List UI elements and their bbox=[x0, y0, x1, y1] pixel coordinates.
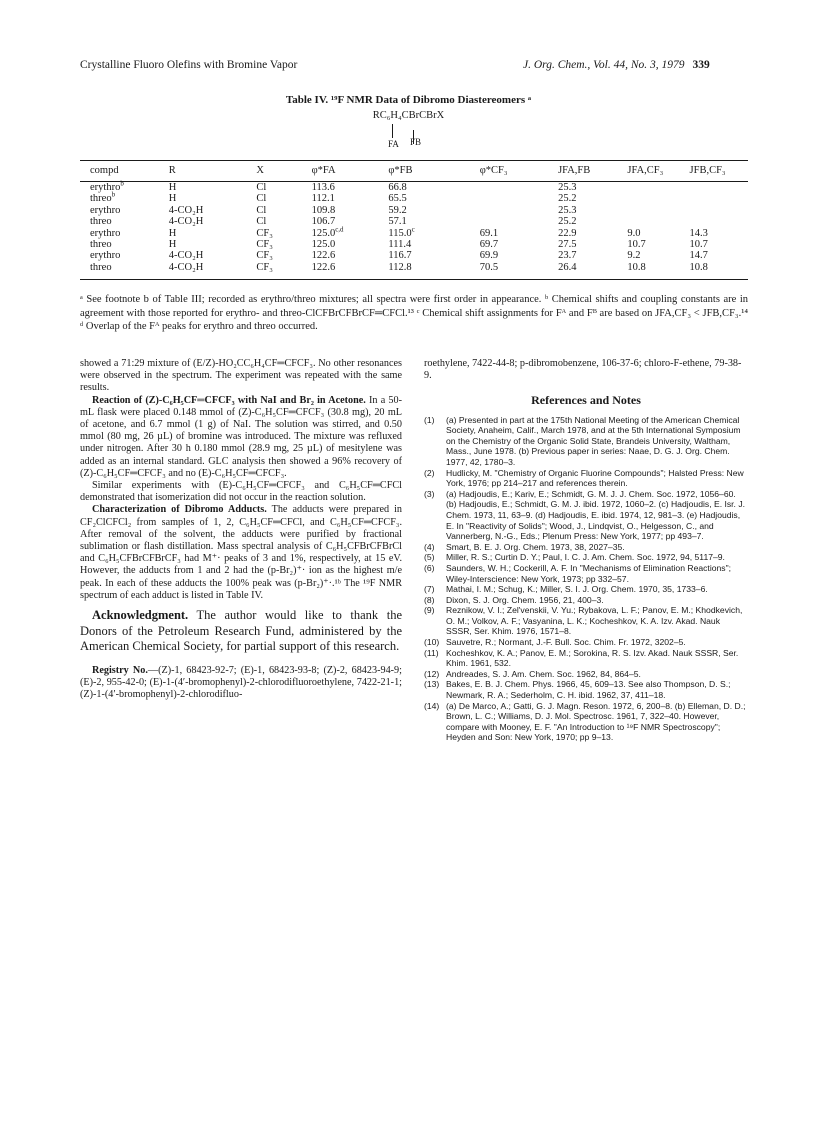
reference-number: (4) bbox=[424, 541, 435, 552]
reference-text: Mathai, I. M.; Schug, K.; Miller, S. I. J. Org. Chem. 1970, 35, 1733–6. bbox=[446, 584, 708, 595]
table-cell bbox=[690, 205, 748, 216]
table-cell bbox=[480, 182, 558, 193]
reference-number: (8) bbox=[424, 594, 435, 605]
reference-item bbox=[424, 701, 748, 743]
table-cell: 59.2 bbox=[388, 204, 407, 216]
table-cell: 25.3 bbox=[558, 182, 577, 193]
table-cell: CF₃ bbox=[256, 250, 273, 262]
col-header: X bbox=[256, 165, 264, 177]
reference-item bbox=[424, 637, 748, 648]
reference-item bbox=[424, 648, 748, 669]
registry-numbers: Registry No.—(Z)-1, 68423-92-7; (E)-1, 68423-93-8; (Z)-2, 68423-94-9; (E)-2, 955-42-0; (E)-1-(4′-bromophenyl)-2-chlorodifluoroethylene, 7422-21-1; (Z)-1-(4′-bromophenyl)-2-chlorodifluo- bbox=[80, 664, 402, 700]
fb-label: FB bbox=[410, 137, 422, 147]
reference-text: Miller, R. S.; Curtin D. Y.; Paul, I. C. J. Am. Chem. Soc. 1972, 94, 5117–9. bbox=[446, 552, 725, 563]
col-header: JFA,FB bbox=[558, 165, 591, 177]
table-footnote: ᵃ See footnote b of Table III; recorded as erythro/threo mixtures; all spectra were first order in appearance. ᵇ Chemical shifts and coupling constants are in agreement with those reported for erythro- and threo-ClCFBrCFBrCF═CFCl.¹³ ᶜ Chemical shift assignments for Fᴬ and Fᴮ are based on JFA,CF₃ < JFB,CF₃.¹⁴ ᵈ Overlap of the Fᴬ peaks for erythro and threo occurred. bbox=[80, 294, 748, 332]
reference-number: (12) bbox=[424, 668, 440, 679]
table-cell: H bbox=[168, 193, 177, 205]
reference-text: Smart, B. E. J. Org. Chem. 1973, 38, 2027–35. bbox=[446, 541, 625, 552]
col-header: φ*CF₃ bbox=[479, 165, 508, 177]
table-title: Table IV. ¹⁹F NMR Data of Dibromo Diastereomers ᵃ bbox=[285, 94, 532, 106]
table-cell: 22.9 bbox=[558, 227, 577, 239]
table-cell: 111.4 bbox=[388, 239, 412, 251]
reference-item bbox=[424, 542, 748, 553]
table-cell: H bbox=[168, 227, 177, 239]
reference-text: Saunders, W. H.; Cockerill, A. F. In "Mechanisms of Elimination Reactions"; Wiley-Interscience: New York, 1973; pp 332–57. bbox=[446, 562, 732, 584]
table-cell bbox=[480, 216, 558, 227]
table-cell: 27.5 bbox=[558, 239, 577, 251]
table-cell: 4-CO₂H bbox=[168, 204, 204, 216]
table-cell: 113.6 bbox=[311, 182, 335, 193]
table-cell: 69.1 bbox=[479, 227, 499, 239]
right-column bbox=[424, 358, 748, 743]
table-cell: 69.7 bbox=[479, 239, 499, 251]
reference-number: (13) bbox=[424, 679, 440, 690]
journal-citation: J. Org. Chem., Vol. 44, No. 3, 1979 bbox=[523, 59, 685, 71]
reference-number: (11) bbox=[424, 647, 439, 658]
reference-number: (1) bbox=[424, 414, 435, 425]
table-cell: 106.7 bbox=[311, 216, 336, 228]
table-cell bbox=[480, 193, 558, 204]
table-cell bbox=[627, 205, 689, 216]
col-header: JFB,CF₃ bbox=[689, 165, 726, 177]
reference-text: Reznikow, V. I.; Zel'venskii, V. Yu.; Rybakova, L. F.; Panov, E. M.; Khodkevich, O. M.; Volkov, A. F.; Vasyanina, L. K.; Kocheshkov, K. A. Izv. Akad. Nauk SSSR, Ser. Khim. 1976, 1571–8. bbox=[446, 605, 743, 637]
table-cell: 122.6 bbox=[311, 261, 336, 273]
table-cell: 125.0$^{c,d}$ bbox=[311, 225, 344, 239]
reference-text: Kocheshkov, K. A.; Panov, E. M.; Sorokina, R. S. Izv. Akad. Nauk SSSR, Ser. Khim. 1961, 532. bbox=[446, 647, 739, 669]
table-cell: CF₃ bbox=[256, 239, 273, 251]
references-list bbox=[424, 415, 748, 743]
table-cell: CF₃ bbox=[256, 261, 273, 273]
table-cell: threo bbox=[90, 239, 112, 251]
reference-item bbox=[424, 595, 748, 606]
table-cell: 57.1 bbox=[388, 216, 407, 228]
running-header-title: Crystalline Fluoro Olefins with Bromine Vapor bbox=[80, 59, 298, 71]
acknowledgment: Acknowledgment. The author would like to thank the Donors of the Petroleum Research Fund, administered by the American Chemical Society, for partial support of this research. bbox=[80, 608, 402, 654]
table-cell: 10.8 bbox=[627, 261, 646, 273]
col-header: R bbox=[168, 165, 176, 177]
table-cell: 4-CO₂H bbox=[168, 261, 204, 273]
table-cell: 116.7 bbox=[388, 250, 412, 262]
nmr-data-table bbox=[80, 162, 748, 273]
table-cell: 25.3 bbox=[558, 204, 577, 216]
table-cell bbox=[690, 182, 748, 193]
reference-text: Dixon, S. J. Org. Chem. 1956, 21, 400–3. bbox=[446, 594, 604, 605]
reference-number: (3) bbox=[424, 488, 435, 499]
section-heading: Characterization of Dibromo Adducts. bbox=[92, 504, 267, 516]
reference-number: (5) bbox=[424, 552, 435, 563]
table-cell bbox=[690, 193, 748, 204]
table-top-rule bbox=[80, 160, 748, 161]
col-header: JFA,CF₃ bbox=[627, 165, 664, 177]
table-cell: erythro bbox=[90, 204, 121, 216]
section-heading: Reaction of (Z)-C₆H₅CF═CFCF₃ with NaI and Br₂ in Acetone. bbox=[92, 394, 366, 406]
table-cell: 66.8 bbox=[388, 182, 407, 193]
fa-label: FA bbox=[388, 139, 399, 149]
table-cell: threo$^b$ bbox=[90, 190, 116, 205]
table-cell: 14.3 bbox=[689, 227, 708, 239]
table-cell: erythro bbox=[90, 250, 121, 262]
table-cell bbox=[627, 193, 689, 204]
table-cell: CF₃ bbox=[256, 227, 273, 239]
registry-continuation: roethylene, 7422-44-8; p-dibromobenzene, 106-37-6; chloro-F-ethene, 79-38-9. bbox=[424, 358, 742, 382]
reference-text: Andreades, S. J. Am. Chem. Soc. 1962, 84, 864–5. bbox=[446, 668, 641, 679]
table-cell: 112.1 bbox=[311, 193, 335, 205]
reference-item bbox=[424, 563, 748, 584]
reference-item bbox=[424, 552, 748, 563]
table-formula: RC₆H₄CBrCBrX bbox=[372, 110, 445, 121]
col-header: compd bbox=[90, 165, 119, 177]
col-header: φ*FB bbox=[388, 165, 413, 177]
reference-item bbox=[424, 468, 748, 489]
table-cell: 70.5 bbox=[479, 261, 499, 273]
table-cell bbox=[480, 205, 558, 216]
running-header-citation bbox=[523, 59, 710, 71]
table-cell: 10.7 bbox=[627, 239, 646, 251]
reference-number: (2) bbox=[424, 467, 435, 478]
reference-item bbox=[424, 415, 748, 468]
table-cell: 23.7 bbox=[558, 250, 577, 262]
table-row bbox=[80, 239, 748, 250]
table-cell bbox=[627, 216, 689, 227]
reference-text: Sauvetre, R.; Normant, J.-F. Bull. Soc. Chim. Fr. 1972, 3202–5. bbox=[446, 637, 686, 648]
table-cell: 115.0$^c$ bbox=[388, 225, 415, 239]
table-cell: 9.0 bbox=[627, 227, 641, 239]
table-row bbox=[80, 205, 748, 216]
reference-number: (6) bbox=[424, 562, 435, 573]
table-cell: 9.2 bbox=[627, 250, 641, 262]
references-heading: References and Notes bbox=[531, 393, 641, 408]
reference-item bbox=[424, 679, 748, 700]
reference-text: (a) De Marco, A.; Gatti, G. J. Magn. Reson. 1972, 6, 200–8. (b) Elleman, D. D.; Brown, L. C.; Williams, D. J. Mol. Spectrosc. 1961, 7, 322–40. However, compare with Mooney, E. F. "An Introduction to ¹⁹F NMR Spectroscopy"; Heyden and Son: New York, 1970; pp 9–13. bbox=[446, 700, 746, 743]
reference-item bbox=[424, 584, 748, 595]
table-cell: 10.8 bbox=[689, 261, 708, 273]
table-row bbox=[80, 182, 748, 193]
table-cell: threo bbox=[90, 261, 112, 273]
reference-item bbox=[424, 605, 748, 637]
table-row bbox=[80, 193, 748, 204]
table-cell: 69.9 bbox=[479, 250, 499, 262]
table-cell: 14.7 bbox=[689, 250, 708, 262]
page-number: 339 bbox=[692, 59, 710, 71]
table-cell bbox=[627, 182, 689, 193]
table-cell: Cl bbox=[256, 193, 267, 205]
table-bottom-rule bbox=[80, 279, 748, 280]
table-cell: 10.7 bbox=[689, 239, 708, 251]
table-cell: Cl bbox=[256, 204, 267, 216]
table-header-row bbox=[80, 162, 748, 182]
table-cell: H bbox=[168, 239, 177, 251]
reference-number: (10) bbox=[424, 637, 440, 648]
table-cell: 109.8 bbox=[311, 204, 336, 216]
fluorine-label-diagram bbox=[388, 124, 448, 158]
table-cell: 4-CO₂H bbox=[168, 216, 204, 228]
reference-item bbox=[424, 669, 748, 680]
body-paragraph: Reaction of (Z)-C₆H₅CF═CFCF₃ with NaI and Br₂ in Acetone. In a 50-mL flask were placed 0.148 mmol of (Z)-C₆H₅CF═CFCF₃ (30.8 mg), 20 mL of acetone, and 6.7 mmol (1 g) of NaI. The solution was stirred, and 0.50 mmol (80 mg, 26 µL) of bromine was introduced. The mixture was refluxed under nitrogen. After 30 h 0.180 mmol (28.9 mg, 25 µL) of mesitylene was added as an internal standard. GLC analysis then showed a 96% recovery of (Z)-C₆H₅CF═CFCF₃ and no (E)-C₆H₅CF═CFCF₃. bbox=[80, 394, 402, 479]
table-row bbox=[80, 228, 748, 239]
table-cell: 65.5 bbox=[388, 193, 407, 205]
body-paragraph: Characterization of Dibromo Adducts. The adducts were prepared in CF₂ClCFCl₂ from samples of 1, 2, C₆H₅CF═CFCl, and C₆H₅CF═CFCF₃. After removal of the solvent, the adducts were purified by fractional sublimation or flash distillation. Mass spectral analysis of C₆H₅CFBrCFBrCl and C₆H₅CFBrCFBrCF₃ had M⁺· peaks of 3 and 1%, respectively, at 15 eV. However, the adducts from 1 and 2 had the (p-Br₂)⁺· ion as the highest m/e peak. In each of these adducts the 100% peak was (p-Br₂)⁺·.¹ᵇ The ¹⁹F NMR spectrum of each adduct is listed in Table IV. bbox=[80, 504, 403, 601]
reference-text: (a) Hadjoudis, E.; Kariv, E.; Schmidt, G. M. J. J. Chem. Soc. 1972, 1056–60. (b) Hadjoudis, E.; Schmidt, G. M. J. ibid. 1972, 1060–2. (c) Hadjoudis, E. Isr. J. Chem. 1973, 11, 63–9. (d) Hadjoudis, E. ibid. 1974, 12, 981–3. (e) Hadjoudis, E. In "Reactivity of Solids"; Wood, J., Lindqvist, O., Helgesson, C., and Vannerberg, N.-G., Eds.; Plenum Press: New York, 1977; pp 493–7. bbox=[446, 488, 746, 542]
reference-text: Bakes, E. B. J. Chem. Phys. 1966, 45, 609–13. See also Thompson, D. S.; Newmark, R. A.; Sederholm, C. H. ibid. 1962, 37, 411–18. bbox=[446, 679, 731, 701]
table-cell: Cl bbox=[256, 182, 267, 193]
left-column bbox=[80, 358, 402, 701]
table-cell: threo bbox=[90, 216, 112, 228]
reference-number: (7) bbox=[424, 584, 435, 595]
table-cell: 26.4 bbox=[558, 261, 577, 273]
reference-number: (14) bbox=[424, 700, 440, 711]
table-cell: Cl bbox=[256, 216, 267, 228]
table-cell: erythro bbox=[90, 227, 121, 239]
table-cell: 125.0 bbox=[311, 239, 336, 251]
body-paragraph: Similar experiments with (E)-C₆H₅CF═CFCF₃ and C₆H₅CF═CFCl demonstrated that isomerization did not occur in the reaction solution. bbox=[80, 480, 402, 504]
col-header: φ*FA bbox=[311, 165, 336, 177]
table-cell: 112.8 bbox=[388, 261, 412, 273]
table-row bbox=[80, 262, 748, 273]
table-cell: erythro$^b$ bbox=[90, 179, 124, 193]
reference-item bbox=[424, 489, 748, 542]
reference-text: (a) Presented in part at the 175th National Meeting of the American Chemical Society, Anaheim, Calif., March 1978, and at the 5th International Symposium on the Chemistry of the Organic Solid State, Brandeis University, Waltham, Mass., June 1978. (b) Previous paper in series: Naae, D. G. J. Org. Chem. 1977, 42, 1780–3. bbox=[446, 414, 741, 467]
table-cell bbox=[690, 216, 748, 227]
table-cell: H bbox=[168, 182, 177, 193]
table-row bbox=[80, 250, 748, 261]
table-cell: 122.6 bbox=[311, 250, 336, 262]
body-paragraph: showed a 71:29 mixture of (E/Z)-HO₂CC₆H₄CF═CFCF₃. No other resonances were observed in the spectrum. The experiment was repeated with the same results. bbox=[80, 358, 402, 394]
reference-number: (9) bbox=[424, 605, 435, 616]
table-cell: 25.2 bbox=[558, 216, 577, 228]
table-cell: 25.2 bbox=[558, 193, 577, 205]
table-cell: 4-CO₂H bbox=[168, 250, 204, 262]
reference-text: Hudlicky, M. "Chemistry of Organic Fluorine Compounds"; Halsted Press: New York, 1976; pp 214–217 and references therein. bbox=[446, 467, 744, 489]
